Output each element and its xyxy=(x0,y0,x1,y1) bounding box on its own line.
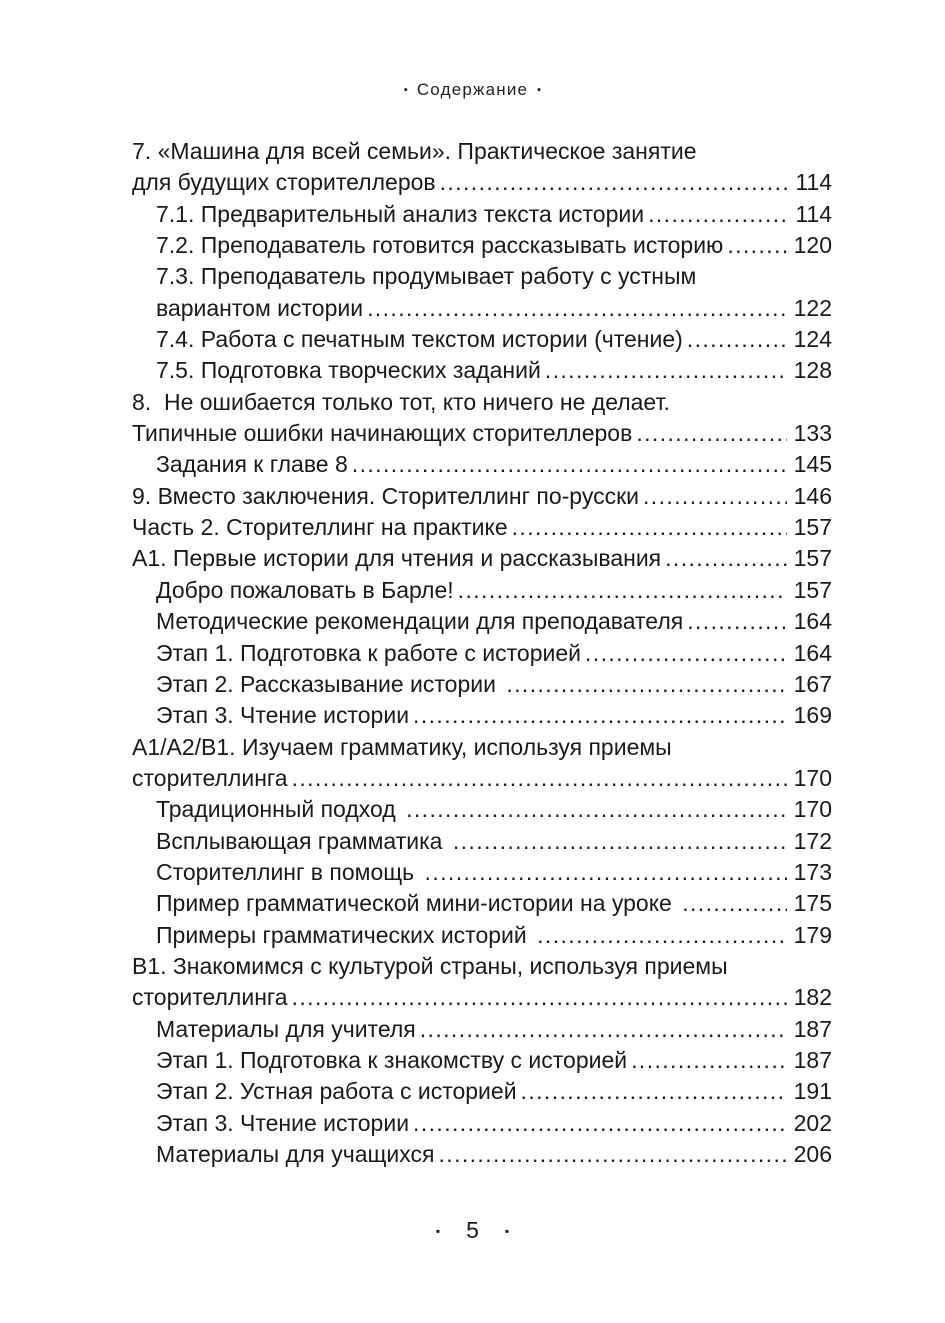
toc-dot-leader xyxy=(406,794,787,825)
toc-entry-text: 9. Вместо заключения. Сторителлинг по-русски xyxy=(132,482,639,509)
toc-dot-leader xyxy=(585,638,787,669)
running-head xyxy=(0,80,945,100)
toc-page-number: 169 xyxy=(793,702,832,729)
toc-entry-text: Традиционный подход xyxy=(156,796,403,823)
toc-page-number: 202 xyxy=(793,1109,832,1136)
footer-left-square-icon: ▪ xyxy=(435,1223,441,1238)
toc-row xyxy=(132,1108,832,1139)
toc-row xyxy=(132,700,832,731)
toc-row xyxy=(132,982,832,1013)
toc-row xyxy=(132,826,832,857)
header-left-square-icon: ▪ xyxy=(403,83,408,96)
folio-page-number: 5 xyxy=(466,1217,479,1243)
toc-row xyxy=(132,136,832,167)
toc-entry-text: 7.3. Преподаватель продумывает работу с устным xyxy=(156,263,697,290)
toc-list xyxy=(132,136,832,1170)
toc-row xyxy=(132,1076,832,1107)
toc-dot-leader xyxy=(292,982,787,1013)
toc-entry-text: 7.2. Преподаватель готовится рассказывать историю xyxy=(156,232,724,259)
toc-dot-leader xyxy=(687,606,786,637)
toc-dot-leader xyxy=(438,1139,786,1170)
toc-dot-leader xyxy=(420,1014,787,1045)
toc-entry-text: Этап 1. Подготовка к знакомству с историей xyxy=(156,1046,628,1073)
toc-page-number: 187 xyxy=(793,1046,832,1073)
toc-row xyxy=(132,1139,832,1170)
toc-entry-text: для будущих сторителлеров xyxy=(132,169,436,196)
toc-entry-text: Сторителлинг в помощь xyxy=(156,858,421,885)
toc-page-number: 187 xyxy=(793,1015,832,1042)
toc-entry-text: Этап 3. Чтение истории xyxy=(156,702,410,729)
toc-entry-text: 8. Не ошибается только тот, кто ничего не делает. xyxy=(132,388,670,415)
toc-entry-text: Часть 2. Сторителлинг на практике xyxy=(132,514,508,541)
toc-row xyxy=(132,669,832,700)
toc-page-number: 191 xyxy=(793,1078,832,1105)
toc-entry-text: Типичные ошибки начинающих сторителлеров xyxy=(132,420,633,447)
toc-row xyxy=(132,418,832,449)
toc-row xyxy=(132,638,832,669)
toc-dot-leader xyxy=(512,512,787,543)
toc-row xyxy=(132,512,832,543)
page-footer xyxy=(0,1217,945,1244)
toc-entry-text: сторителлинга xyxy=(132,984,288,1011)
toc-row xyxy=(132,324,832,355)
toc-dot-leader xyxy=(727,230,786,261)
toc-dot-leader xyxy=(506,669,786,700)
toc-dot-leader xyxy=(521,1076,787,1107)
toc-row xyxy=(132,920,832,951)
toc-entry-text: Материалы для учителя xyxy=(156,1015,416,1042)
toc-page-number: 114 xyxy=(795,169,832,196)
toc-entry-text: Этап 2. Устная работа с историей xyxy=(156,1078,517,1105)
toc-dot-leader xyxy=(665,543,786,574)
toc-dot-leader xyxy=(367,293,787,324)
toc-dot-leader xyxy=(648,199,788,230)
toc-row xyxy=(132,1045,832,1076)
toc-entry-text: Материалы для учащихся xyxy=(156,1141,435,1167)
toc-page-number: 182 xyxy=(793,984,832,1011)
toc-entry-text: Примеры грамматических историй xyxy=(156,921,534,948)
toc-row xyxy=(132,449,832,480)
toc-page-number: 120 xyxy=(793,232,832,259)
page-title: Содержание xyxy=(416,80,529,99)
toc-page-number: 164 xyxy=(793,608,832,635)
toc-entry-text: Пример грамматической мини-истории на уроке xyxy=(156,890,679,917)
toc-entry-text: B1. Знакомимся с культурой страны, используя приемы xyxy=(132,952,728,979)
toc-row xyxy=(132,951,832,982)
toc-dot-leader xyxy=(682,888,786,919)
toc-page-number: 175 xyxy=(793,890,832,917)
toc-row xyxy=(132,167,832,198)
toc-entry-text: Задания к главе 8 xyxy=(156,451,348,478)
toc-page-number: 114 xyxy=(795,200,832,227)
toc-page-number: 124 xyxy=(793,326,832,353)
toc-row xyxy=(132,199,832,230)
toc-page-number: 145 xyxy=(793,451,832,478)
toc-dot-leader xyxy=(453,826,787,857)
toc-entry-text: Этап 2. Рассказывание истории xyxy=(156,670,503,697)
toc-page-number: 157 xyxy=(793,576,832,603)
toc-row xyxy=(132,543,832,574)
toc-row xyxy=(132,763,832,794)
toc-dot-leader xyxy=(425,857,787,888)
toc-page-number: 157 xyxy=(793,545,832,572)
toc-entry-text: Этап 3. Чтение истории xyxy=(156,1109,410,1136)
toc-dot-leader xyxy=(292,763,787,794)
toc-page-number: 157 xyxy=(793,514,832,541)
toc-row xyxy=(132,575,832,606)
toc-dot-leader xyxy=(687,324,787,355)
toc-entry-text: A1/A2/B1. Изучаем грамматику, используя приемы xyxy=(132,733,672,760)
toc-entry-text: 7.4. Работа с печатным текстом истории (чтение) xyxy=(156,326,683,353)
toc-entry-text: Этап 1. Подготовка к работе с историей xyxy=(156,639,581,666)
toc-page-number: 206 xyxy=(793,1141,832,1167)
toc-row xyxy=(132,387,832,418)
toc-row xyxy=(132,606,832,637)
toc-row xyxy=(132,732,832,763)
toc-entry-text: 7. «Машина для всей семьи». Практическое занятие xyxy=(132,138,697,164)
toc-entry-text: A1. Первые истории для чтения и рассказывания xyxy=(132,545,662,572)
toc-dot-leader xyxy=(352,449,787,480)
toc-page-number: 173 xyxy=(793,858,832,885)
toc-entry-text: 7.1. Предварительный анализ текста истории xyxy=(156,200,645,227)
toc-row xyxy=(132,481,832,512)
toc-dot-leader xyxy=(631,1045,787,1076)
toc-dot-leader xyxy=(440,167,789,198)
footer-right-square-icon: ▪ xyxy=(504,1223,510,1238)
toc-row xyxy=(132,293,832,324)
header-right-square-icon: ▪ xyxy=(537,83,542,96)
toc-entry-text: 7.5. Подготовка творческих заданий xyxy=(156,357,541,384)
toc-entry-text: Добро пожаловать в Барле! xyxy=(156,576,454,603)
toc-page-number: 128 xyxy=(793,357,832,384)
toc-page-number: 167 xyxy=(793,670,832,697)
toc-row xyxy=(132,355,832,386)
toc-entry-text: Методические рекомендации для преподавателя xyxy=(156,608,684,635)
toc-row xyxy=(132,794,832,825)
toc-dot-leader xyxy=(413,1108,787,1139)
toc-dot-leader xyxy=(636,418,786,449)
toc-dot-leader xyxy=(413,700,787,731)
toc-row xyxy=(132,1014,832,1045)
toc-row xyxy=(132,888,832,919)
toc-page-number: 133 xyxy=(793,420,832,447)
toc-entry-text: сторителлинга xyxy=(132,764,288,791)
toc-dot-leader xyxy=(643,481,787,512)
toc-dot-leader xyxy=(537,920,787,951)
toc-dot-leader xyxy=(458,575,787,606)
toc-page-number: 164 xyxy=(793,639,832,666)
toc-page-number: 122 xyxy=(793,294,832,321)
toc-page-number: 172 xyxy=(793,827,832,854)
toc-row xyxy=(132,261,832,292)
toc-entry-text: вариантом истории xyxy=(156,294,364,321)
toc-row xyxy=(132,230,832,261)
toc-page-number: 146 xyxy=(793,482,832,509)
toc-page-number: 170 xyxy=(793,764,832,791)
toc-entry-text: Всплывающая грамматика xyxy=(156,827,449,854)
toc-row xyxy=(132,857,832,888)
toc-page-number: 170 xyxy=(793,796,832,823)
toc-dot-leader xyxy=(545,355,787,386)
toc-page-number: 179 xyxy=(793,921,832,948)
